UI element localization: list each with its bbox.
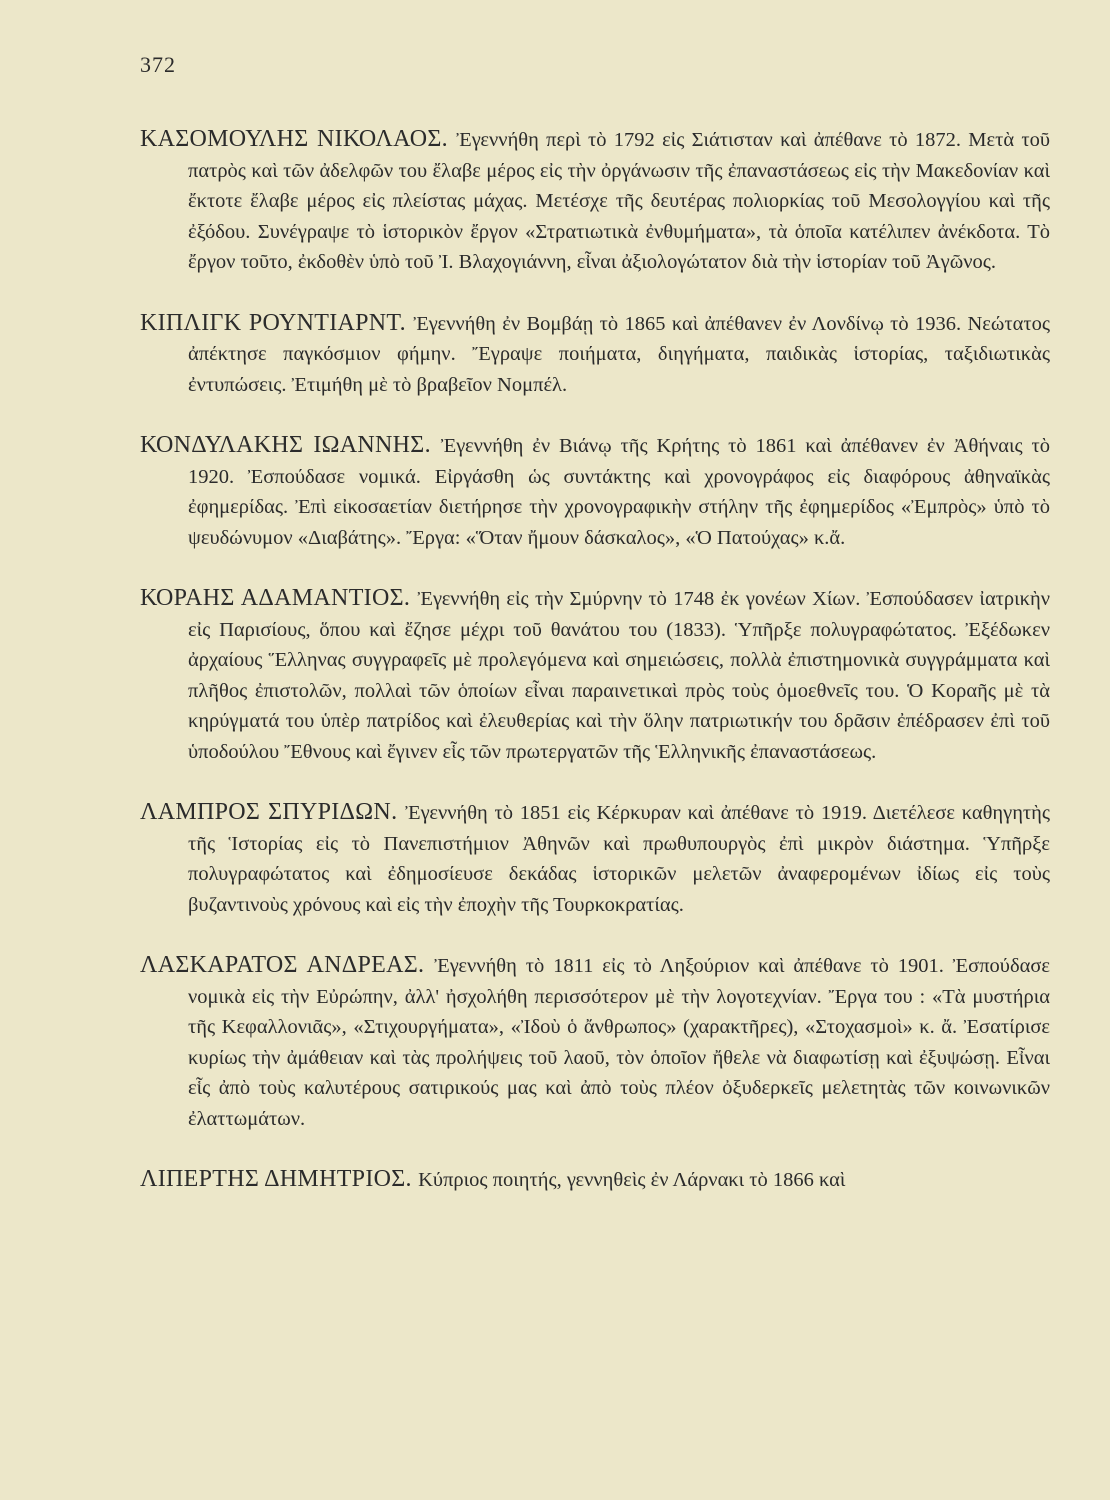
entry-name: ΚΟΡΑΗΣ ΑΔΑΜΑΝΤΙΟΣ . bbox=[140, 585, 418, 611]
entry-text: Ἐγεννήθη εἰς τὴν Σμύρνην τὸ 1748 ἐκ γονέων Χίων. Ἐσπούδασεν ἰατρικὴν εἰς Παρισίους, ὅπου καὶ ἔζησε μέχρι τοῦ θανάτου του (1833). Ὑπῆρξε πολυγραφώτατος. Ἐξέδωκεν ἀρχαίους Ἕλληνας συγγραφεῖς μὲ προλεγόμενα καὶ σημειώσεις, πολλὰ ἐπιστημονικὰ συγγράμματα καὶ πλῆθος ἐπιστολῶν, πολλαὶ τῶν ὁποίων εἶναι παραινετικαὶ πρὸς τοὺς ὁμοεθνεῖς του. Ὁ Κοραῆς μὲ τὰ κηρύγματά του ὑπὲρ πατρίδος καὶ ἐλευθερίας καὶ τὴν ὅλην πατριωτικήν του δρᾶσιν ἐπέδρασεν ἐπὶ τοῦ ὑποδούλου Ἔθνους καὶ ἔγινεν εἷς τῶν πρωτεργατῶν τῆς Ἑλληνικῆς ἐπαναστάσεως. bbox=[188, 588, 1050, 763]
page-number: 372 bbox=[140, 52, 176, 77]
entry-kasomoulis bbox=[140, 124, 1050, 278]
entry-name: ΚΑΣΟΜΟΥΛΗΣ ΝΙΚΟΛΑΟΣ . bbox=[140, 126, 456, 152]
entry-body bbox=[140, 1164, 1050, 1196]
entry-body bbox=[140, 583, 1050, 767]
entry-text: Ἐγεννήθη τὸ 1811 εἰς τὸ Ληξούριον καὶ ἀπέθανε τὸ 1901. Ἐσπούδασε νομικὰ εἰς τὴν Εὐρώπην, ἀλλ' ἠσχολήθη περισσότερον μὲ τὴν λογοτεχνίαν. Ἔργα του : «Τὰ μυστήρια τῆς Κεφαλλονιᾶς», «Στιχουργήματα», «Ἰδοὺ ὁ ἄνθρωπος» (χαρακτῆρες), «Στοχασμοὶ» κ. ἄ. Ἐσατίρισε κυρίως τὴν ἀμάθειαν καὶ τὰς προλήψεις τοῦ λαοῦ, τὸν ὁποῖον ἤθελε νὰ διαφωτίσῃ καὶ ἐξυψώσῃ. Εἶναι εἷς ἀπὸ τοὺς καλυτέρους σατιρικούς μας καὶ ἀπὸ τοὺς πλέον ὀξυδερκεῖς μελετητὰς τῶν κοινωνικῶν ἐλαττωμάτων. bbox=[188, 955, 1050, 1130]
entry-body bbox=[140, 950, 1050, 1134]
entry-body bbox=[140, 430, 1050, 553]
entry-text: Ἐγεννήθη περὶ τὸ 1792 εἰς Σιάτισταν καὶ ἀπέθανε τὸ 1872. Μετὰ τοῦ πατρὸς καὶ τῶν ἀδελφῶν του ἔλαβε μέρος εἰς τὴν ὀργάνωσιν τῆς ἐπαναστάσεως εἰς τὴν Μακεδονίαν καὶ ἔκτοτε ἔλαβε μέρος εἰς πλείστας μάχας. Μετέσχε τῆς δευτέρας πολιορκίας τοῦ Μεσολογγίου καὶ τῆς ἐξόδου. Συνέγραψε τὸ ἱστορικὸν ἔργον «Στρατιωτικὰ ἐνθυμήματα», τὰ ὁποῖα κατέλιπεν ἀνέκδοτα. Τὸ ἔργον τοῦτο, ἐκδοθὲν ὑπὸ τοῦ Ἰ. Βλαχογιάννη, εἶναι ἀξιολογώτατον διὰ τὴν ἱστορίαν τοῦ Ἀγῶνος. bbox=[188, 129, 1051, 273]
entry-name: ΚΙΠΛΙΓΚ ΡΟΥΝΤΙΑΡΝΤ . bbox=[140, 310, 413, 336]
entry-name: ΚΟΝΔΥΛΑΚΗΣ ΙΩΑΝΝΗΣ . bbox=[140, 432, 441, 458]
entry-name: ΛΑΣΚΑΡΑΤΟΣ ΑΝΔΡΕΑΣ . bbox=[140, 952, 434, 978]
entry-text: Ἐγεννήθη τὸ 1851 εἰς Κέρκυραν καὶ ἀπέθανε τὸ 1919. Διετέλεσε καθηγητὴς τῆς Ἱστορίας εἰς τὸ Πανεπιστήμιον Ἀθηνῶν καὶ πρωθυπουργὸς ἐπὶ μικρὸν διάστημα. Ὑπῆρξε πολυγραφώτατος καὶ ἐδημοσίευσε δεκάδας ἱστορικῶν μελετῶν ἀναφερομένων ἰδίως εἰς τοὺς βυζαντινοὺς χρόνους καὶ εἰς τὴν ἐποχὴν τῆς Τουρκοκρατίας. bbox=[188, 802, 1050, 916]
entry-laskaratos bbox=[140, 950, 1050, 1134]
entry-kondylakis bbox=[140, 430, 1050, 553]
entry-body bbox=[140, 308, 1050, 401]
entry-text: Ἐγεννήθη ἐν Βιάνῳ τῆς Κρήτης τὸ 1861 καὶ ἀπέθανεν ἐν Ἀθήναις τὸ 1920. Ἐσπούδασε νομικά. Εἰργάσθη ὡς συντάκτης καὶ χρονογράφος εἰς διαφόρους ἀθηναϊκὰς ἐφημερίδας. Ἐπὶ εἰκοσαετίαν διετήρησε τὴν χρονογραφικὴν στήλην τῆς ἐφημερίδος «Ἐμπρὸς» ὑπὸ τὸ ψευδώνυμον «Διαβάτης». Ἔργα: «Ὅταν ἤμουν δάσκαλος», «Ὁ Πατούχας» κ.ἄ. bbox=[188, 435, 1050, 549]
entry-lipertis bbox=[140, 1164, 1050, 1196]
entry-name: ΛΑΜΠΡΟΣ ΣΠΥΡΙΔΩΝ . bbox=[140, 799, 405, 825]
entry-text: Κύπριος ποιητής, γεννηθεὶς ἐν Λάρνακι τὸ 1866 καὶ bbox=[418, 1169, 846, 1191]
entry-text: Ἐγεννήθη ἐν Βομβάῃ τὸ 1865 καὶ ἀπέθανεν ἐν Λονδίνῳ τὸ 1936. Νεώτατος ἀπέκτησε παγκόσμιον φήμην. Ἔγραψε ποιήματα, διηγήματα, παιδικὰς ἱστορίας, ταξιδιωτικὰς ἐντυπώσεις. Ἐτιμήθη μὲ τὸ βραβεῖον Νομπέλ. bbox=[188, 312, 1050, 396]
entry-body bbox=[140, 797, 1050, 920]
entry-kipling bbox=[140, 308, 1050, 401]
entry-lampros bbox=[140, 797, 1050, 920]
entry-name: ΛΙΠΕΡΤΗΣ ΔΗΜΗΤΡΙΟΣ . bbox=[140, 1166, 418, 1192]
entry-korais bbox=[140, 583, 1050, 767]
entry-body bbox=[140, 124, 1050, 278]
